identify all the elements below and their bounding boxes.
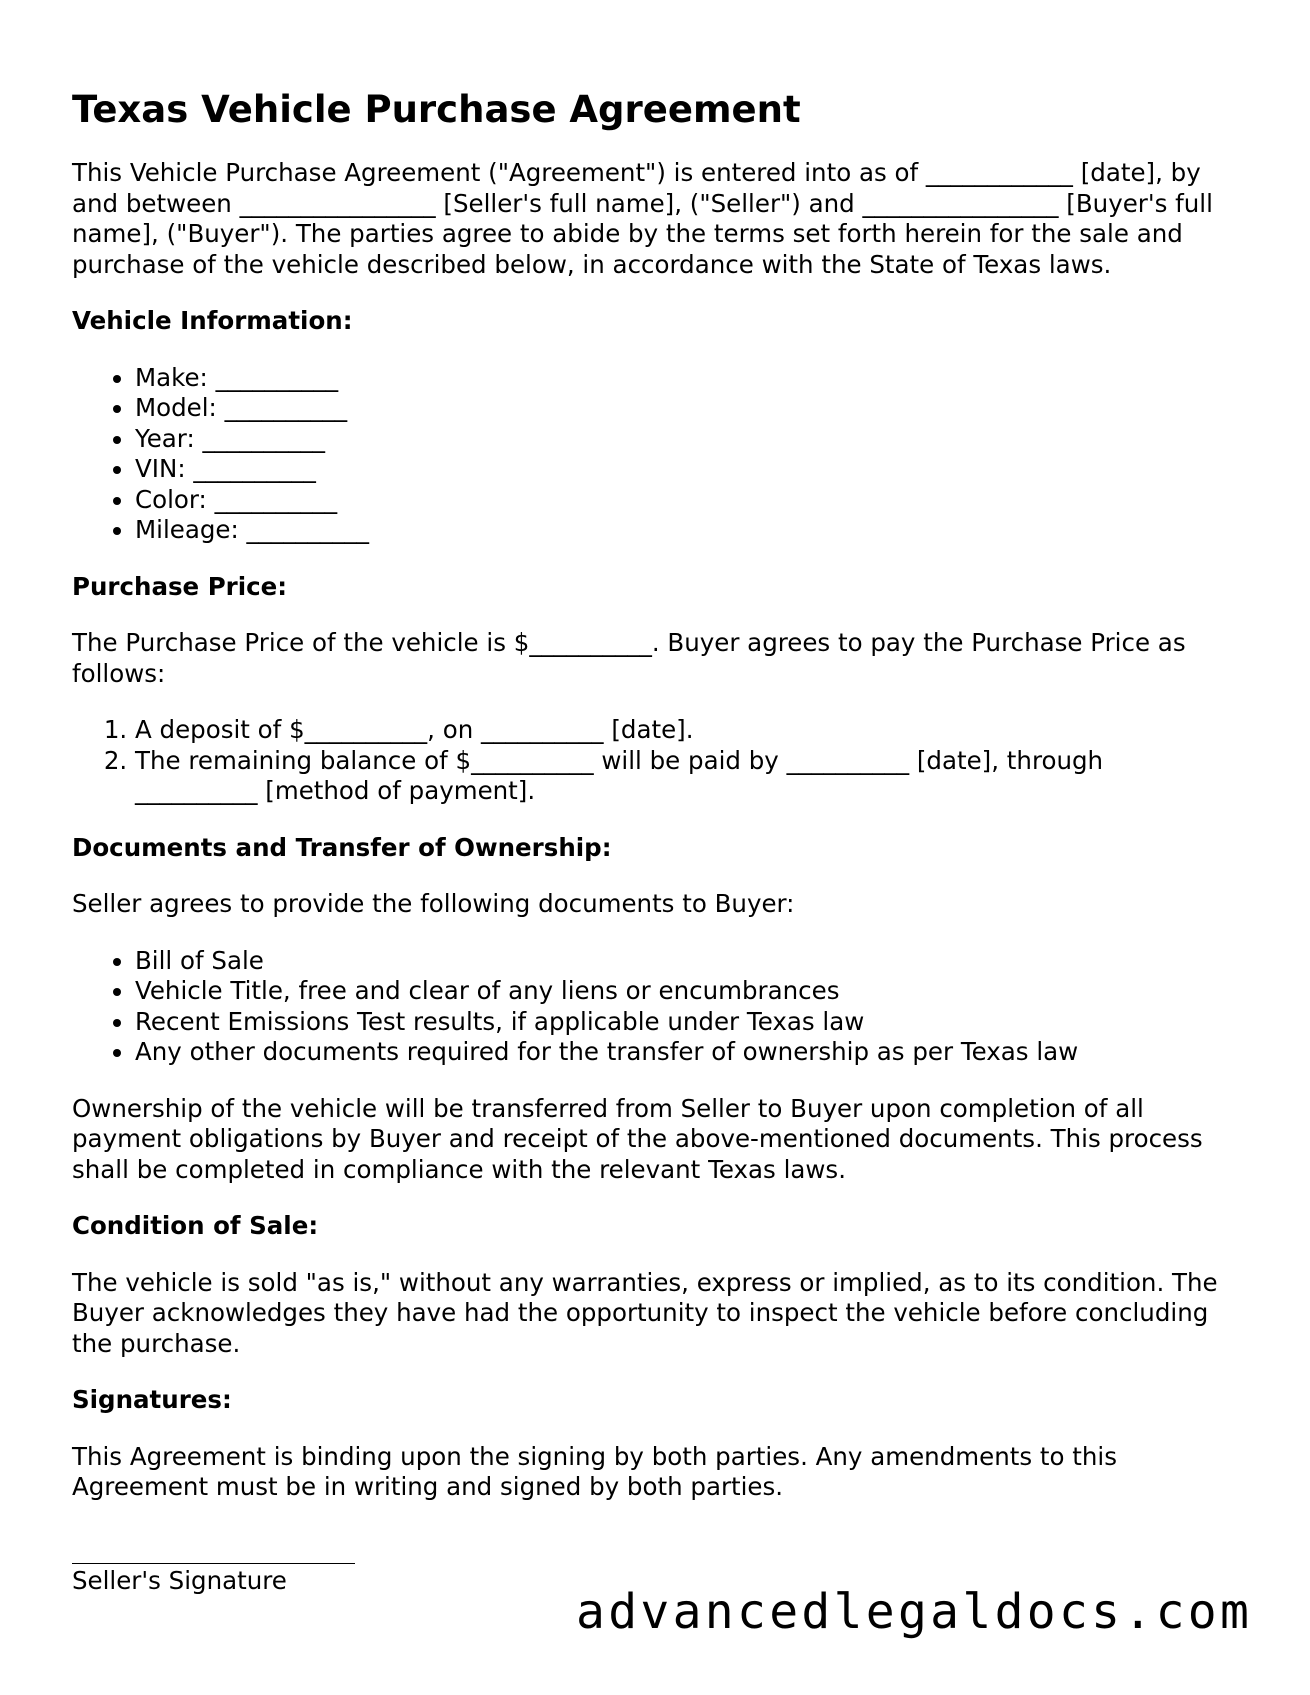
- condition-heading: Condition of Sale:: [72, 1211, 319, 1240]
- seller-signature-label: Seller's Signature: [72, 1566, 287, 1595]
- seller-signature-line: [72, 1563, 355, 1564]
- payment-term-deposit: 1. A deposit of $__________, on __________ [date].: [135, 715, 1232, 746]
- signatures-heading: Signatures:: [72, 1385, 232, 1414]
- vehicle-info-make: • Make: __________: [135, 363, 1232, 394]
- document-item-bill-of-sale: • Bill of Sale: [135, 946, 1232, 977]
- document-item-other: • Any other documents required for the transfer of ownership as per Texas law: [135, 1037, 1232, 1068]
- document-item-vehicle-title: • Vehicle Title, free and clear of any liens or encumbrances: [135, 976, 1232, 1007]
- condition-paragraph: The vehicle is sold "as is," without any warranties, express or implied, as to its condition. The Buyer acknowledges they have had the opportunity to inspect the vehicle before concluding the purchase.: [72, 1267, 1218, 1358]
- vehicle-info-model: • Model: __________: [135, 393, 1232, 424]
- payment-terms-list: [72, 715, 1232, 807]
- watermark-text: advancedlegaldocs.com: [576, 1584, 1253, 1640]
- vehicle-info-color: • Color: __________: [135, 485, 1232, 516]
- vehicle-info-year: • Year: __________: [135, 424, 1232, 455]
- purchase-price-paragraph: The Purchase Price of the vehicle is $__________. Buyer agrees to pay the Purchase Price as follows:: [72, 628, 1186, 688]
- vehicle-info-heading: Vehicle Information:: [72, 306, 353, 335]
- seller-signature-block: [72, 1563, 362, 1596]
- documents-paragraph: Seller agrees to provide the following documents to Buyer:: [72, 889, 795, 918]
- documents-heading: Documents and Transfer of Ownership:: [72, 832, 612, 862]
- intro-paragraph: This Vehicle Purchase Agreement ("Agreement") is entered into as of ____________ [date], by and between ________________ [Seller's full name], ("Seller") and ________________ [Buyer's full name], ("Buyer"). The parties agree to abide by the terms set forth herein for the sale and purchase of the vehicle described below, in accordance with the State of Texas laws.: [72, 158, 1213, 279]
- purchase-price-heading: Purchase Price:: [72, 571, 288, 601]
- vehicle-info-mileage: • Mileage: __________: [135, 515, 1232, 546]
- document-title: Texas Vehicle Purchase Agreement: [72, 88, 801, 131]
- vehicle-info-vin: • VIN: __________: [135, 454, 1232, 485]
- document-item-emissions-test: • Recent Emissions Test results, if applicable under Texas law: [135, 1007, 1232, 1038]
- payment-term-balance: 2. The remaining balance of $__________ will be paid by __________ [date], through __________ [method of payment].: [135, 746, 1232, 807]
- document-page: [72, 88, 1232, 1529]
- ownership-paragraph: Ownership of the vehicle will be transferred from Seller to Buyer upon completion of all payment obligations by Buyer and receipt of the above-mentioned documents. This process shall be completed in compliance with the relevant Texas laws.: [72, 1093, 1203, 1184]
- documents-list: [72, 946, 1232, 1068]
- signatures-paragraph: This Agreement is binding upon the signing by both parties. Any amendments to this Agreement must be in writing and signed by both parties.: [72, 1441, 1117, 1501]
- vehicle-info-list: [72, 363, 1232, 546]
